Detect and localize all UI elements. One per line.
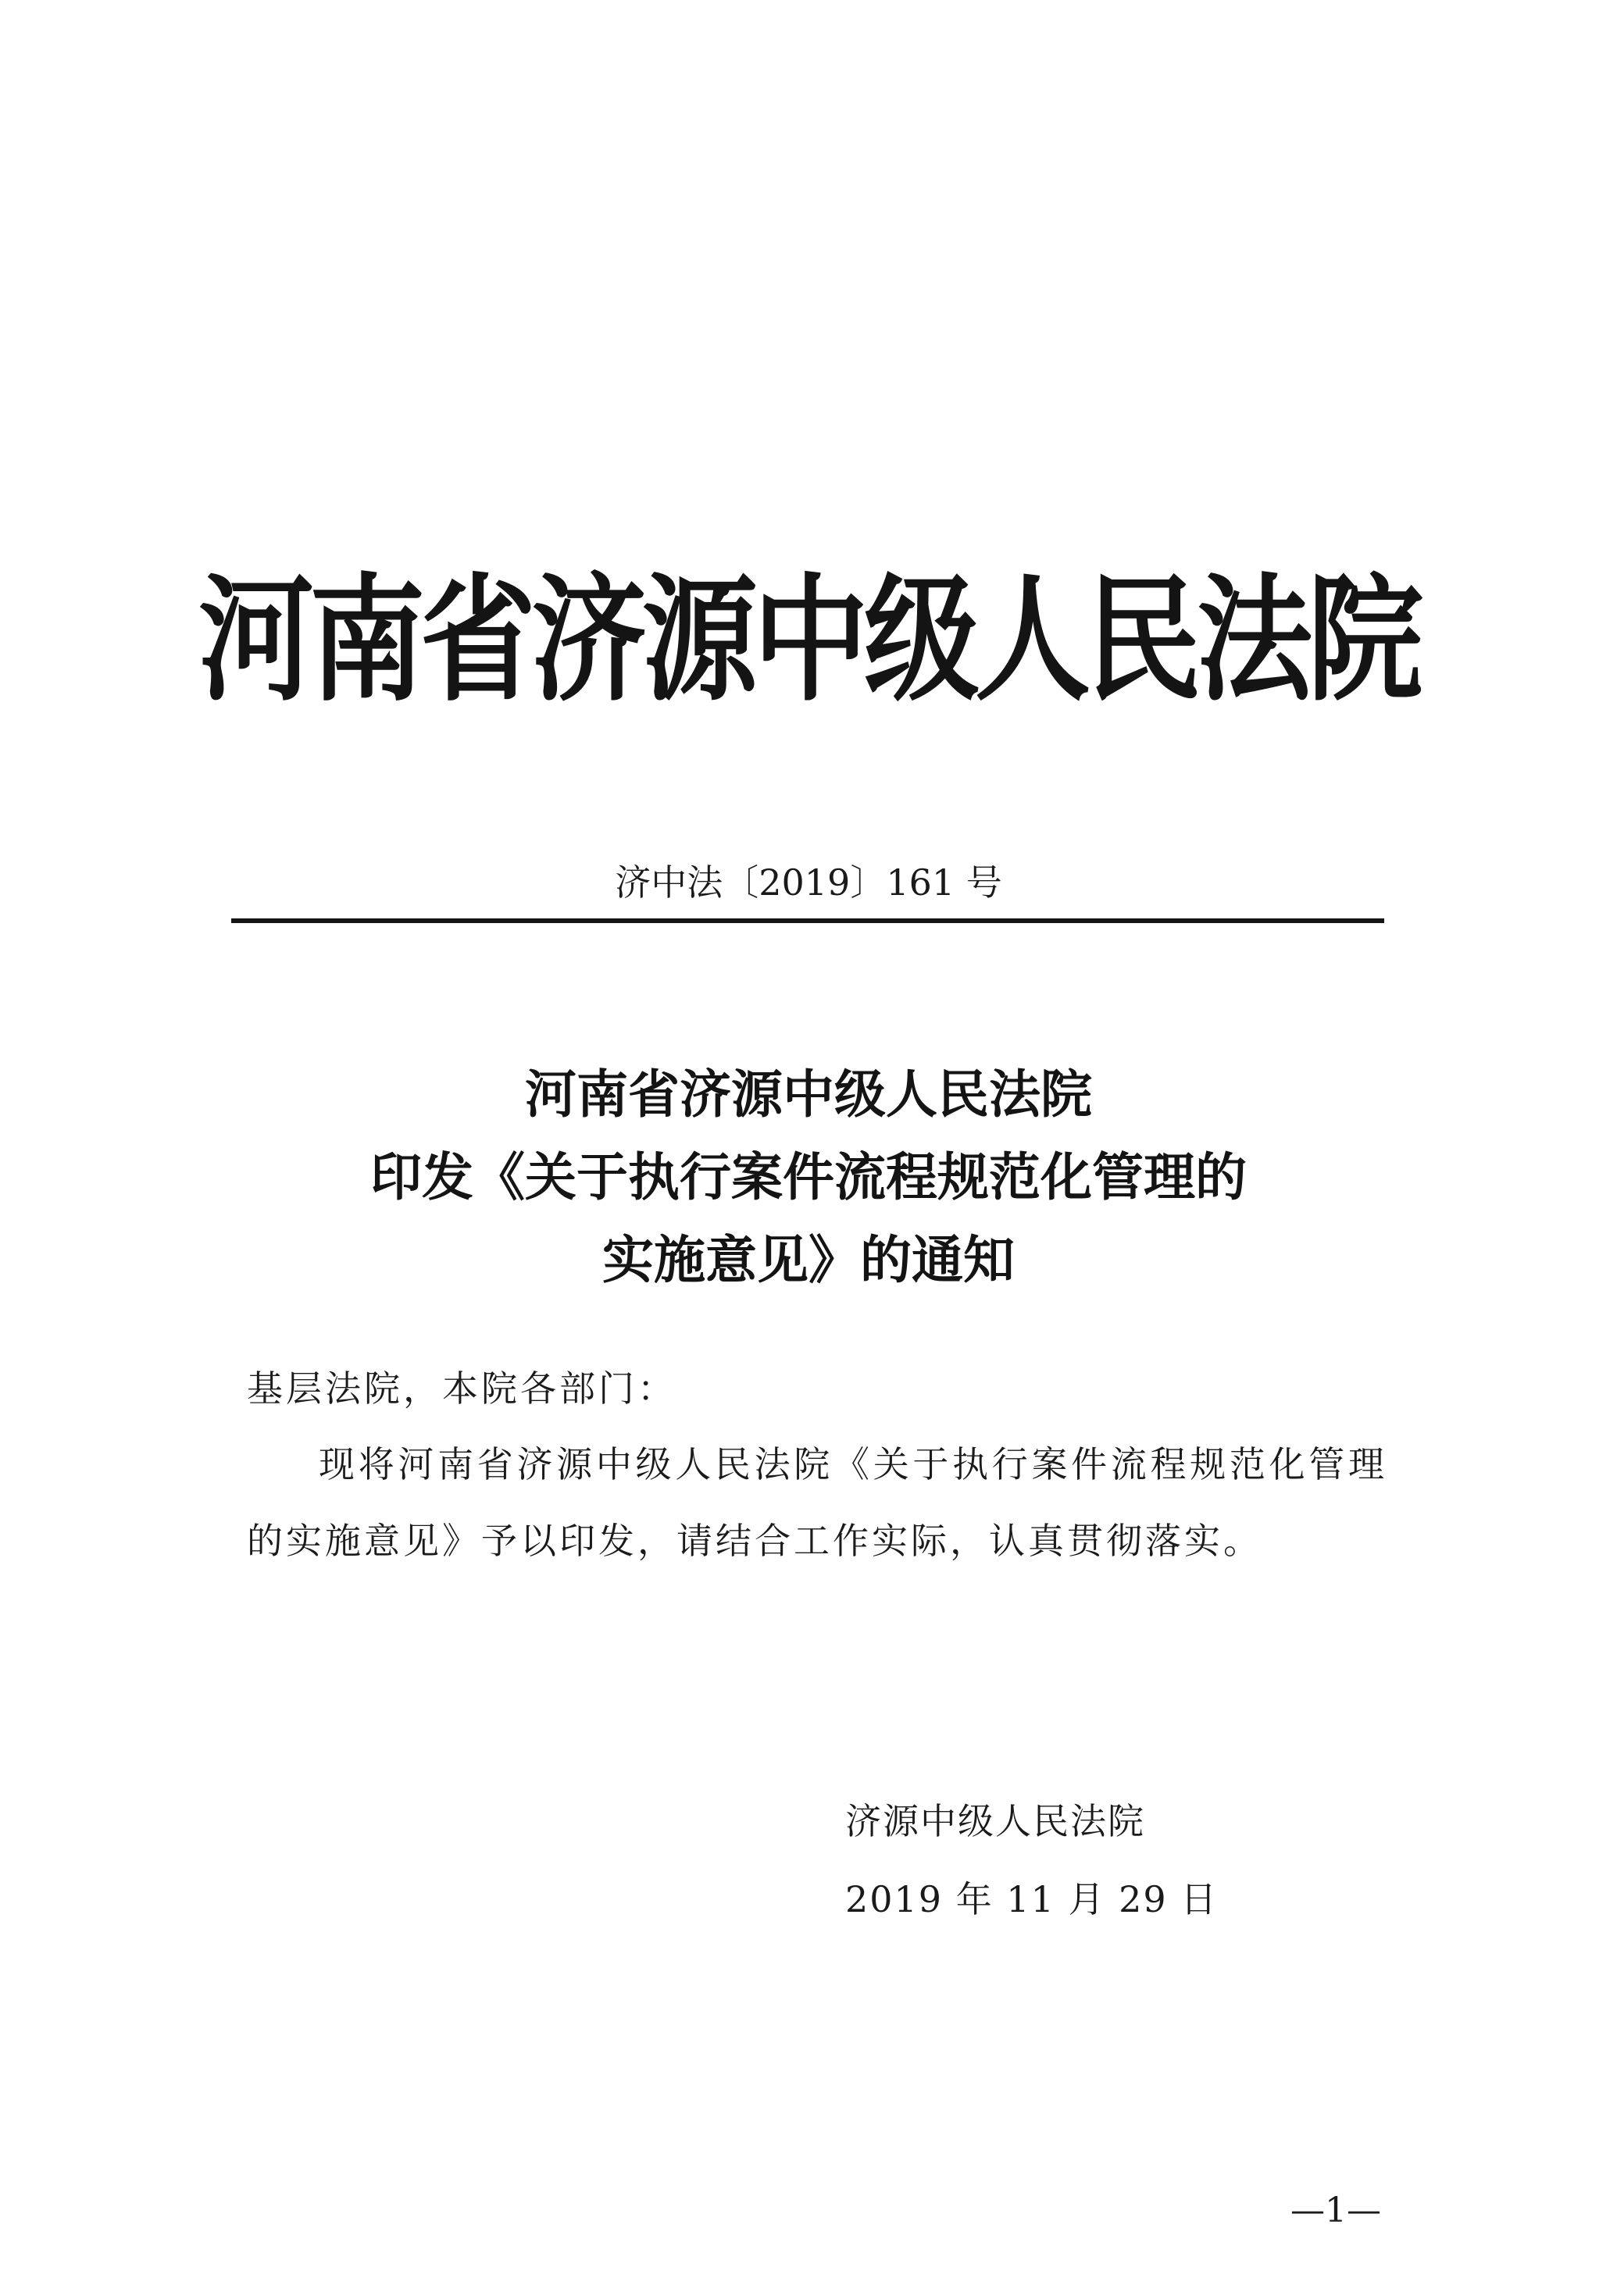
title-line-3: 实施意见》的通知 [602, 1229, 1015, 1290]
addressee: 基层法院，本院各部门： [247, 1367, 676, 1410]
masthead-issuer: 河南省济源中级人民法院 [198, 561, 1419, 720]
page-number: —1— [1290, 2191, 1381, 2230]
title-line-2: 印发《关于执行案件流程规范化管理的 [370, 1146, 1247, 1207]
separator-rule [231, 918, 1384, 923]
document-number: 济中法〔2019〕161 号 [615, 861, 1002, 904]
body-paragraph: 现将河南省济源中级人民法院《关于执行案件流程规范化管理的实施意见》予以印发，请结合工作实际，认真贯彻落实。 [247, 1443, 1387, 1562]
signature-organization: 济源中级人民法院 [845, 1800, 1145, 1842]
signature-date: 2019 年 11 月 29 日 [845, 1878, 1219, 1920]
title-line-1: 河南省济源中级人民法院 [525, 1064, 1092, 1125]
document-title [0, 1053, 1617, 1301]
